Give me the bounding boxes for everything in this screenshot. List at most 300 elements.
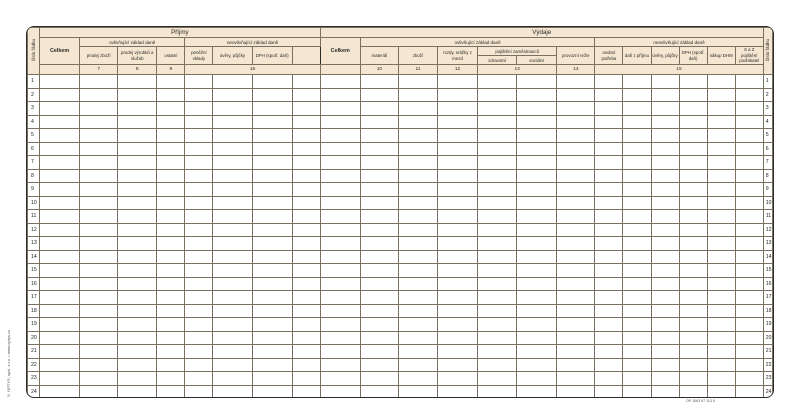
- entry-cell[interactable]: [320, 169, 360, 183]
- entry-cell[interactable]: [478, 156, 517, 170]
- entry-cell[interactable]: [292, 75, 320, 89]
- entry-cell[interactable]: [595, 385, 623, 398]
- entry-cell[interactable]: [185, 345, 213, 359]
- entry-cell[interactable]: [157, 372, 185, 386]
- entry-cell[interactable]: [157, 142, 185, 156]
- entry-cell[interactable]: [438, 169, 478, 183]
- entry-cell[interactable]: [623, 372, 651, 386]
- entry-cell[interactable]: [360, 156, 398, 170]
- entry-cell[interactable]: [80, 129, 118, 143]
- entry-cell[interactable]: [360, 237, 398, 251]
- entry-cell[interactable]: [292, 183, 320, 197]
- entry-cell[interactable]: [651, 88, 679, 102]
- entry-cell[interactable]: [292, 102, 320, 116]
- entry-cell[interactable]: [735, 372, 763, 386]
- entry-cell[interactable]: [517, 129, 557, 143]
- entry-cell[interactable]: [185, 129, 213, 143]
- entry-cell[interactable]: [595, 372, 623, 386]
- entry-cell[interactable]: [478, 102, 517, 116]
- entry-cell[interactable]: [157, 250, 185, 264]
- entry-cell[interactable]: [40, 264, 80, 278]
- entry-cell[interactable]: [557, 304, 595, 318]
- entry-cell[interactable]: [735, 102, 763, 116]
- entry-cell[interactable]: [398, 210, 437, 224]
- entry-cell[interactable]: [40, 331, 80, 345]
- entry-cell[interactable]: [478, 331, 517, 345]
- entry-cell[interactable]: [80, 385, 118, 398]
- entry-cell[interactable]: [735, 331, 763, 345]
- entry-cell[interactable]: [80, 156, 118, 170]
- entry-cell[interactable]: [517, 210, 557, 224]
- entry-cell[interactable]: [623, 75, 651, 89]
- entry-cell[interactable]: [40, 304, 80, 318]
- entry-cell[interactable]: [735, 129, 763, 143]
- entry-cell[interactable]: [292, 277, 320, 291]
- entry-cell[interactable]: [292, 372, 320, 386]
- entry-cell[interactable]: [438, 277, 478, 291]
- entry-cell[interactable]: [735, 210, 763, 224]
- entry-cell[interactable]: [651, 304, 679, 318]
- entry-cell[interactable]: [623, 250, 651, 264]
- entry-cell[interactable]: [398, 88, 437, 102]
- entry-cell[interactable]: [40, 345, 80, 359]
- entry-cell[interactable]: [438, 115, 478, 129]
- entry-cell[interactable]: [679, 88, 707, 102]
- entry-cell[interactable]: [398, 385, 437, 398]
- entry-cell[interactable]: [185, 318, 213, 332]
- entry-cell[interactable]: [320, 156, 360, 170]
- entry-cell[interactable]: [398, 115, 437, 129]
- entry-cell[interactable]: [398, 318, 437, 332]
- entry-cell[interactable]: [252, 196, 292, 210]
- entry-cell[interactable]: [185, 358, 213, 372]
- entry-cell[interactable]: [438, 304, 478, 318]
- entry-cell[interactable]: [623, 156, 651, 170]
- entry-cell[interactable]: [623, 210, 651, 224]
- entry-cell[interactable]: [707, 196, 735, 210]
- entry-cell[interactable]: [118, 129, 157, 143]
- entry-cell[interactable]: [320, 142, 360, 156]
- entry-cell[interactable]: [679, 156, 707, 170]
- entry-cell[interactable]: [735, 142, 763, 156]
- entry-cell[interactable]: [707, 169, 735, 183]
- entry-cell[interactable]: [185, 102, 213, 116]
- entry-cell[interactable]: [292, 331, 320, 345]
- entry-cell[interactable]: [595, 304, 623, 318]
- entry-cell[interactable]: [735, 385, 763, 398]
- entry-cell[interactable]: [80, 223, 118, 237]
- entry-cell[interactable]: [651, 129, 679, 143]
- entry-cell[interactable]: [320, 75, 360, 89]
- entry-cell[interactable]: [707, 358, 735, 372]
- entry-cell[interactable]: [252, 385, 292, 398]
- entry-cell[interactable]: [320, 345, 360, 359]
- entry-cell[interactable]: [623, 318, 651, 332]
- entry-cell[interactable]: [80, 210, 118, 224]
- entry-cell[interactable]: [679, 210, 707, 224]
- entry-cell[interactable]: [517, 142, 557, 156]
- entry-cell[interactable]: [398, 75, 437, 89]
- entry-cell[interactable]: [118, 291, 157, 305]
- entry-cell[interactable]: [557, 358, 595, 372]
- entry-cell[interactable]: [735, 156, 763, 170]
- entry-cell[interactable]: [557, 142, 595, 156]
- entry-cell[interactable]: [557, 385, 595, 398]
- entry-cell[interactable]: [118, 75, 157, 89]
- entry-cell[interactable]: [185, 331, 213, 345]
- entry-cell[interactable]: [478, 385, 517, 398]
- entry-cell[interactable]: [735, 237, 763, 251]
- entry-cell[interactable]: [398, 196, 437, 210]
- entry-cell[interactable]: [707, 75, 735, 89]
- entry-cell[interactable]: [40, 210, 80, 224]
- entry-cell[interactable]: [623, 277, 651, 291]
- entry-cell[interactable]: [707, 250, 735, 264]
- entry-cell[interactable]: [40, 115, 80, 129]
- entry-cell[interactable]: [80, 75, 118, 89]
- entry-cell[interactable]: [80, 291, 118, 305]
- entry-cell[interactable]: [398, 372, 437, 386]
- entry-cell[interactable]: [40, 358, 80, 372]
- entry-cell[interactable]: [252, 210, 292, 224]
- entry-cell[interactable]: [213, 358, 252, 372]
- entry-cell[interactable]: [320, 318, 360, 332]
- entry-cell[interactable]: [252, 237, 292, 251]
- entry-cell[interactable]: [679, 345, 707, 359]
- entry-cell[interactable]: [623, 115, 651, 129]
- entry-cell[interactable]: [213, 304, 252, 318]
- entry-cell[interactable]: [252, 250, 292, 264]
- entry-cell[interactable]: [185, 115, 213, 129]
- entry-cell[interactable]: [735, 183, 763, 197]
- entry-cell[interactable]: [517, 183, 557, 197]
- entry-cell[interactable]: [517, 277, 557, 291]
- entry-cell[interactable]: [398, 331, 437, 345]
- entry-cell[interactable]: [118, 183, 157, 197]
- entry-cell[interactable]: [292, 129, 320, 143]
- entry-cell[interactable]: [679, 331, 707, 345]
- entry-cell[interactable]: [360, 129, 398, 143]
- entry-cell[interactable]: [651, 291, 679, 305]
- entry-cell[interactable]: [157, 156, 185, 170]
- entry-cell[interactable]: [118, 169, 157, 183]
- entry-cell[interactable]: [707, 129, 735, 143]
- entry-cell[interactable]: [707, 331, 735, 345]
- entry-cell[interactable]: [478, 169, 517, 183]
- entry-cell[interactable]: [40, 291, 80, 305]
- entry-cell[interactable]: [292, 237, 320, 251]
- entry-cell[interactable]: [679, 277, 707, 291]
- entry-cell[interactable]: [595, 75, 623, 89]
- entry-cell[interactable]: [80, 88, 118, 102]
- entry-cell[interactable]: [438, 385, 478, 398]
- entry-cell[interactable]: [213, 196, 252, 210]
- entry-cell[interactable]: [185, 196, 213, 210]
- entry-cell[interactable]: [320, 304, 360, 318]
- entry-cell[interactable]: [40, 129, 80, 143]
- entry-cell[interactable]: [213, 291, 252, 305]
- entry-cell[interactable]: [517, 237, 557, 251]
- entry-cell[interactable]: [517, 372, 557, 386]
- entry-cell[interactable]: [185, 75, 213, 89]
- entry-cell[interactable]: [185, 183, 213, 197]
- entry-cell[interactable]: [40, 318, 80, 332]
- entry-cell[interactable]: [707, 277, 735, 291]
- entry-cell[interactable]: [292, 385, 320, 398]
- entry-cell[interactable]: [679, 115, 707, 129]
- entry-cell[interactable]: [118, 358, 157, 372]
- entry-cell[interactable]: [735, 88, 763, 102]
- entry-cell[interactable]: [80, 277, 118, 291]
- entry-cell[interactable]: [157, 115, 185, 129]
- entry-cell[interactable]: [623, 358, 651, 372]
- entry-cell[interactable]: [292, 304, 320, 318]
- entry-cell[interactable]: [320, 223, 360, 237]
- entry-cell[interactable]: [213, 318, 252, 332]
- entry-cell[interactable]: [252, 291, 292, 305]
- entry-cell[interactable]: [118, 345, 157, 359]
- entry-cell[interactable]: [478, 264, 517, 278]
- entry-cell[interactable]: [360, 142, 398, 156]
- entry-cell[interactable]: [213, 169, 252, 183]
- entry-cell[interactable]: [651, 156, 679, 170]
- entry-cell[interactable]: [118, 264, 157, 278]
- entry-cell[interactable]: [557, 345, 595, 359]
- entry-cell[interactable]: [185, 250, 213, 264]
- entry-cell[interactable]: [651, 183, 679, 197]
- entry-cell[interactable]: [360, 358, 398, 372]
- entry-cell[interactable]: [213, 102, 252, 116]
- entry-cell[interactable]: [157, 129, 185, 143]
- entry-cell[interactable]: [118, 156, 157, 170]
- entry-cell[interactable]: [623, 345, 651, 359]
- entry-cell[interactable]: [118, 115, 157, 129]
- entry-cell[interactable]: [651, 250, 679, 264]
- entry-cell[interactable]: [735, 264, 763, 278]
- entry-cell[interactable]: [320, 358, 360, 372]
- entry-cell[interactable]: [679, 250, 707, 264]
- entry-cell[interactable]: [213, 75, 252, 89]
- entry-cell[interactable]: [360, 385, 398, 398]
- entry-cell[interactable]: [40, 196, 80, 210]
- entry-cell[interactable]: [679, 372, 707, 386]
- entry-cell[interactable]: [438, 183, 478, 197]
- entry-cell[interactable]: [735, 291, 763, 305]
- entry-cell[interactable]: [157, 277, 185, 291]
- entry-cell[interactable]: [557, 88, 595, 102]
- entry-cell[interactable]: [517, 358, 557, 372]
- entry-cell[interactable]: [213, 372, 252, 386]
- entry-cell[interactable]: [252, 223, 292, 237]
- entry-cell[interactable]: [118, 385, 157, 398]
- entry-cell[interactable]: [80, 345, 118, 359]
- entry-cell[interactable]: [438, 291, 478, 305]
- entry-cell[interactable]: [292, 291, 320, 305]
- entry-cell[interactable]: [623, 102, 651, 116]
- entry-cell[interactable]: [557, 331, 595, 345]
- entry-cell[interactable]: [118, 88, 157, 102]
- entry-cell[interactable]: [360, 318, 398, 332]
- entry-cell[interactable]: [679, 385, 707, 398]
- entry-cell[interactable]: [707, 223, 735, 237]
- entry-cell[interactable]: [707, 115, 735, 129]
- entry-cell[interactable]: [320, 210, 360, 224]
- entry-cell[interactable]: [438, 372, 478, 386]
- entry-cell[interactable]: [157, 75, 185, 89]
- entry-cell[interactable]: [292, 250, 320, 264]
- entry-cell[interactable]: [438, 223, 478, 237]
- entry-cell[interactable]: [707, 156, 735, 170]
- entry-cell[interactable]: [157, 331, 185, 345]
- entry-cell[interactable]: [623, 385, 651, 398]
- entry-cell[interactable]: [707, 291, 735, 305]
- entry-cell[interactable]: [157, 183, 185, 197]
- entry-cell[interactable]: [517, 264, 557, 278]
- entry-cell[interactable]: [398, 304, 437, 318]
- entry-cell[interactable]: [157, 304, 185, 318]
- entry-cell[interactable]: [292, 223, 320, 237]
- entry-cell[interactable]: [213, 129, 252, 143]
- entry-cell[interactable]: [517, 345, 557, 359]
- entry-cell[interactable]: [679, 237, 707, 251]
- entry-cell[interactable]: [118, 372, 157, 386]
- entry-cell[interactable]: [707, 142, 735, 156]
- entry-cell[interactable]: [623, 169, 651, 183]
- entry-cell[interactable]: [651, 237, 679, 251]
- entry-cell[interactable]: [557, 129, 595, 143]
- entry-cell[interactable]: [252, 331, 292, 345]
- entry-cell[interactable]: [118, 210, 157, 224]
- entry-cell[interactable]: [735, 277, 763, 291]
- entry-cell[interactable]: [360, 223, 398, 237]
- entry-cell[interactable]: [360, 102, 398, 116]
- entry-cell[interactable]: [679, 102, 707, 116]
- entry-cell[interactable]: [320, 183, 360, 197]
- entry-cell[interactable]: [595, 264, 623, 278]
- entry-cell[interactable]: [478, 210, 517, 224]
- entry-cell[interactable]: [623, 196, 651, 210]
- entry-cell[interactable]: [679, 304, 707, 318]
- entry-cell[interactable]: [557, 318, 595, 332]
- entry-cell[interactable]: [80, 331, 118, 345]
- entry-cell[interactable]: [651, 75, 679, 89]
- entry-cell[interactable]: [252, 169, 292, 183]
- entry-cell[interactable]: [595, 196, 623, 210]
- entry-cell[interactable]: [595, 318, 623, 332]
- entry-cell[interactable]: [80, 115, 118, 129]
- entry-cell[interactable]: [735, 304, 763, 318]
- entry-cell[interactable]: [40, 277, 80, 291]
- entry-cell[interactable]: [292, 345, 320, 359]
- entry-cell[interactable]: [707, 304, 735, 318]
- entry-cell[interactable]: [157, 264, 185, 278]
- entry-cell[interactable]: [735, 250, 763, 264]
- entry-cell[interactable]: [595, 183, 623, 197]
- entry-cell[interactable]: [118, 102, 157, 116]
- entry-cell[interactable]: [40, 102, 80, 116]
- entry-cell[interactable]: [398, 102, 437, 116]
- entry-cell[interactable]: [213, 142, 252, 156]
- entry-cell[interactable]: [185, 210, 213, 224]
- entry-cell[interactable]: [651, 102, 679, 116]
- entry-cell[interactable]: [40, 183, 80, 197]
- entry-cell[interactable]: [360, 264, 398, 278]
- entry-cell[interactable]: [595, 210, 623, 224]
- entry-cell[interactable]: [320, 331, 360, 345]
- entry-cell[interactable]: [292, 318, 320, 332]
- entry-cell[interactable]: [185, 304, 213, 318]
- entry-cell[interactable]: [157, 237, 185, 251]
- entry-cell[interactable]: [360, 277, 398, 291]
- entry-cell[interactable]: [320, 102, 360, 116]
- entry-cell[interactable]: [557, 237, 595, 251]
- entry-cell[interactable]: [557, 75, 595, 89]
- entry-cell[interactable]: [651, 385, 679, 398]
- entry-cell[interactable]: [157, 345, 185, 359]
- entry-cell[interactable]: [707, 183, 735, 197]
- entry-cell[interactable]: [438, 196, 478, 210]
- entry-cell[interactable]: [623, 331, 651, 345]
- entry-cell[interactable]: [185, 156, 213, 170]
- entry-cell[interactable]: [118, 304, 157, 318]
- entry-cell[interactable]: [478, 318, 517, 332]
- entry-cell[interactable]: [557, 183, 595, 197]
- entry-cell[interactable]: [360, 304, 398, 318]
- entry-cell[interactable]: [595, 277, 623, 291]
- entry-cell[interactable]: [517, 331, 557, 345]
- entry-cell[interactable]: [478, 291, 517, 305]
- entry-cell[interactable]: [252, 372, 292, 386]
- entry-cell[interactable]: [517, 75, 557, 89]
- entry-cell[interactable]: [651, 115, 679, 129]
- entry-cell[interactable]: [185, 291, 213, 305]
- entry-cell[interactable]: [623, 142, 651, 156]
- entry-cell[interactable]: [185, 385, 213, 398]
- entry-cell[interactable]: [40, 385, 80, 398]
- entry-cell[interactable]: [213, 250, 252, 264]
- entry-cell[interactable]: [252, 264, 292, 278]
- entry-cell[interactable]: [557, 169, 595, 183]
- entry-cell[interactable]: [478, 75, 517, 89]
- entry-cell[interactable]: [252, 115, 292, 129]
- entry-cell[interactable]: [478, 183, 517, 197]
- entry-cell[interactable]: [438, 88, 478, 102]
- entry-cell[interactable]: [557, 115, 595, 129]
- entry-cell[interactable]: [438, 210, 478, 224]
- entry-cell[interactable]: [478, 223, 517, 237]
- entry-cell[interactable]: [679, 223, 707, 237]
- entry-cell[interactable]: [595, 331, 623, 345]
- entry-cell[interactable]: [595, 237, 623, 251]
- entry-cell[interactable]: [557, 277, 595, 291]
- entry-cell[interactable]: [157, 102, 185, 116]
- entry-cell[interactable]: [80, 304, 118, 318]
- entry-cell[interactable]: [118, 196, 157, 210]
- entry-cell[interactable]: [478, 277, 517, 291]
- entry-cell[interactable]: [651, 142, 679, 156]
- entry-cell[interactable]: [735, 115, 763, 129]
- entry-cell[interactable]: [360, 115, 398, 129]
- entry-cell[interactable]: [157, 223, 185, 237]
- entry-cell[interactable]: [157, 318, 185, 332]
- entry-cell[interactable]: [557, 250, 595, 264]
- entry-cell[interactable]: [398, 345, 437, 359]
- entry-cell[interactable]: [679, 129, 707, 143]
- entry-cell[interactable]: [360, 169, 398, 183]
- entry-cell[interactable]: [517, 318, 557, 332]
- entry-cell[interactable]: [292, 169, 320, 183]
- entry-cell[interactable]: [595, 291, 623, 305]
